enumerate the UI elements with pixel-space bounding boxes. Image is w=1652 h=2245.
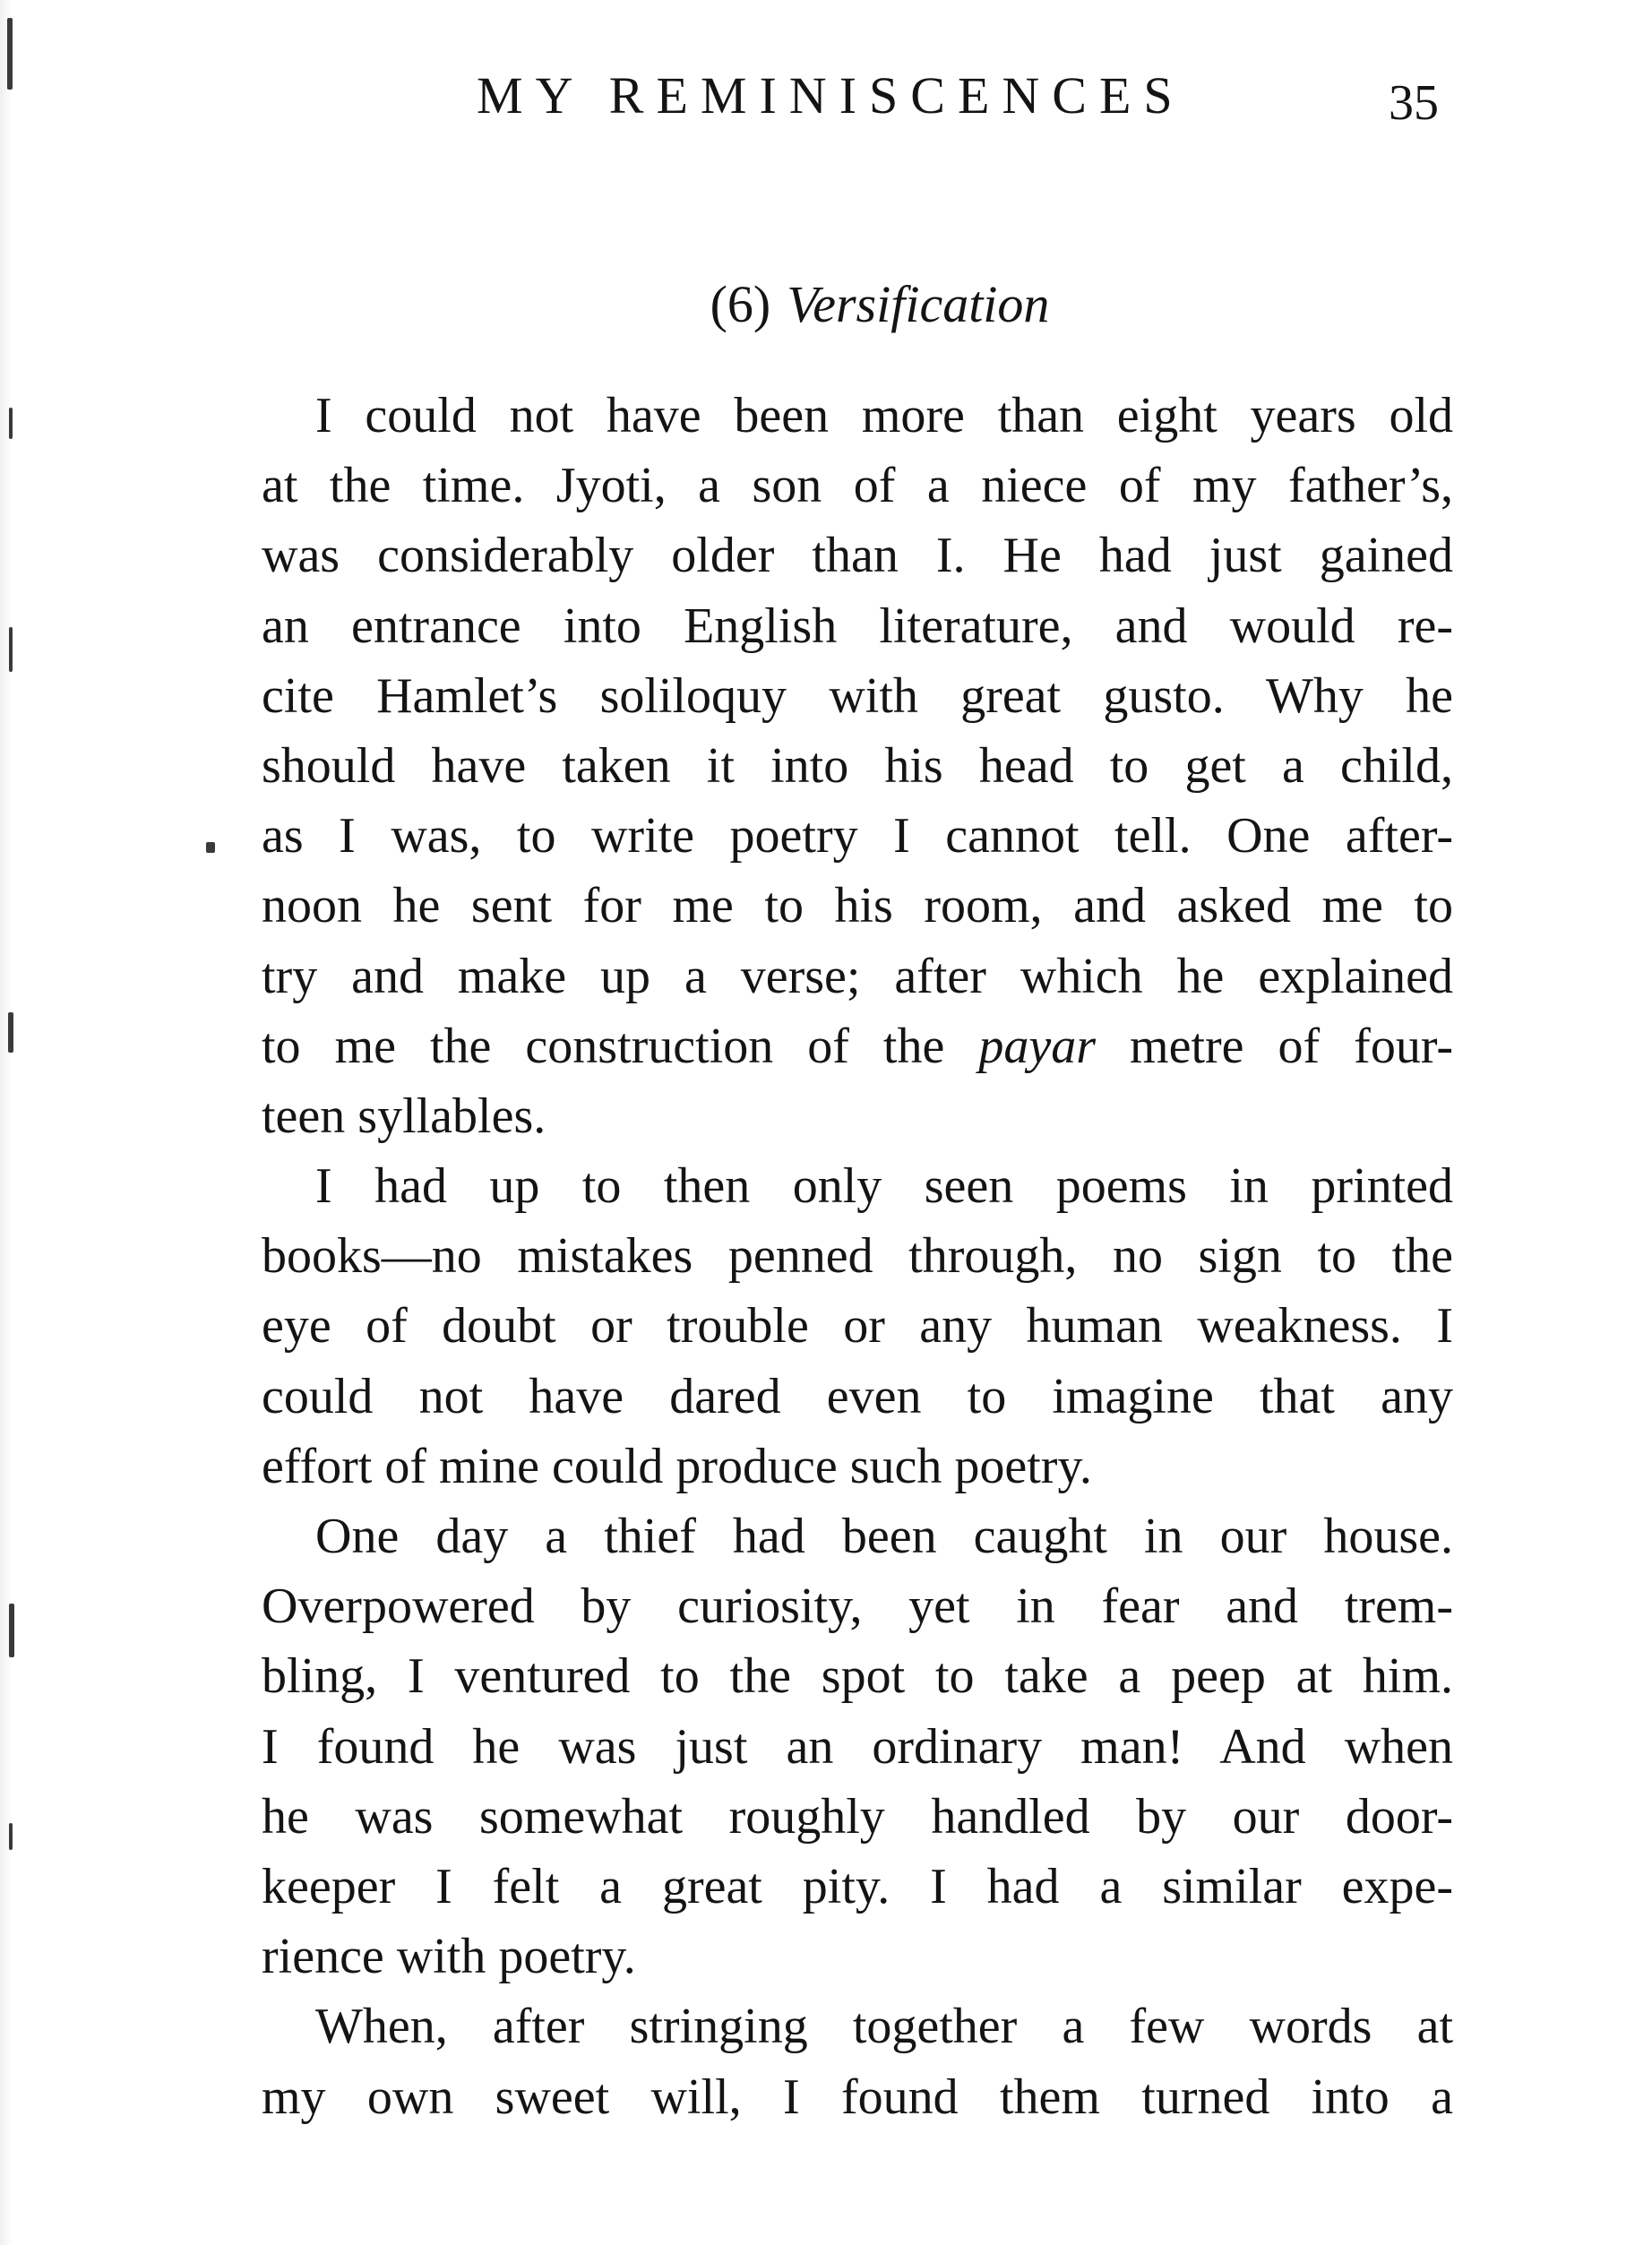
- running-head: [0, 56, 1652, 136]
- text-line: Overpowered by curiosity, yet in fear and trem-: [262, 1578, 1453, 1635]
- text-line: [262, 1011, 1453, 1081]
- text-line-segment: metre of four-: [1096, 1018, 1454, 1074]
- text-line: he was somewhat roughly handled by our door-: [262, 1788, 1453, 1845]
- section-title: Versification: [787, 275, 1050, 333]
- margin-mark: [206, 842, 215, 853]
- section-number: (6): [710, 275, 771, 333]
- text-line: try and make up a verse; after which he explained: [262, 948, 1453, 1004]
- text-line: as I was, to write poetry I cannot tell. One after-: [262, 808, 1453, 864]
- margin-mark: [9, 1604, 14, 1657]
- text-line: I had up to then only seen poems in printed: [315, 1158, 1453, 1215]
- text-line: effort of mine could produce such poetry.: [262, 1438, 1092, 1494]
- margin-mark: [9, 408, 13, 439]
- text-line: my own sweet will, I found them turned into a: [262, 2069, 1453, 2125]
- text-line: at the time. Jyoti, a son of a niece of my father’s,: [262, 458, 1453, 514]
- page-number: 35: [1389, 75, 1439, 131]
- text-line: should have taken it into his head to get a child,: [262, 737, 1453, 794]
- body-text: [262, 381, 1453, 2132]
- text-line: cite Hamlet’s soliloquy with great gusto. Why he: [262, 667, 1453, 724]
- text-line: eye of doubt or trouble or any human weakness. I: [262, 1298, 1453, 1355]
- text-line: books—no mistakes penned through, no sign to the: [262, 1228, 1453, 1285]
- text-line: could not have dared even to imagine that any: [262, 1368, 1453, 1424]
- text-line: was considerably older than I. He had just gained: [262, 528, 1453, 584]
- margin-mark: [9, 1823, 13, 1850]
- text-line: I found he was just an ordinary man! And when: [262, 1718, 1453, 1775]
- text-line: rience with poetry.: [262, 1929, 636, 1985]
- text-line: keeper I felt a great pity. I had a similar expe-: [262, 1858, 1453, 1914]
- text-line: an entrance into English literature, and would re-: [262, 598, 1453, 654]
- running-title: MY REMINISCENCES: [477, 66, 1185, 125]
- text-line: noon he sent for me to his room, and asked me to: [262, 878, 1453, 934]
- margin-mark: [9, 627, 13, 672]
- text-line: I could not have been more than eight years old: [315, 388, 1453, 443]
- text-line: When, after stringing together a few words at: [315, 1999, 1453, 2055]
- section-heading: [0, 269, 1652, 340]
- text-line-segment: to me the construction of the: [262, 1018, 979, 1074]
- margin-mark: [8, 1012, 13, 1053]
- text-line: One day a thief had been caught in our house.: [315, 1509, 1453, 1564]
- text-line: teen syllables.: [262, 1088, 546, 1144]
- text-line: bling, I ventured to the spot to take a peep at him.: [262, 1648, 1453, 1705]
- italic-term: payar: [978, 1018, 1097, 1074]
